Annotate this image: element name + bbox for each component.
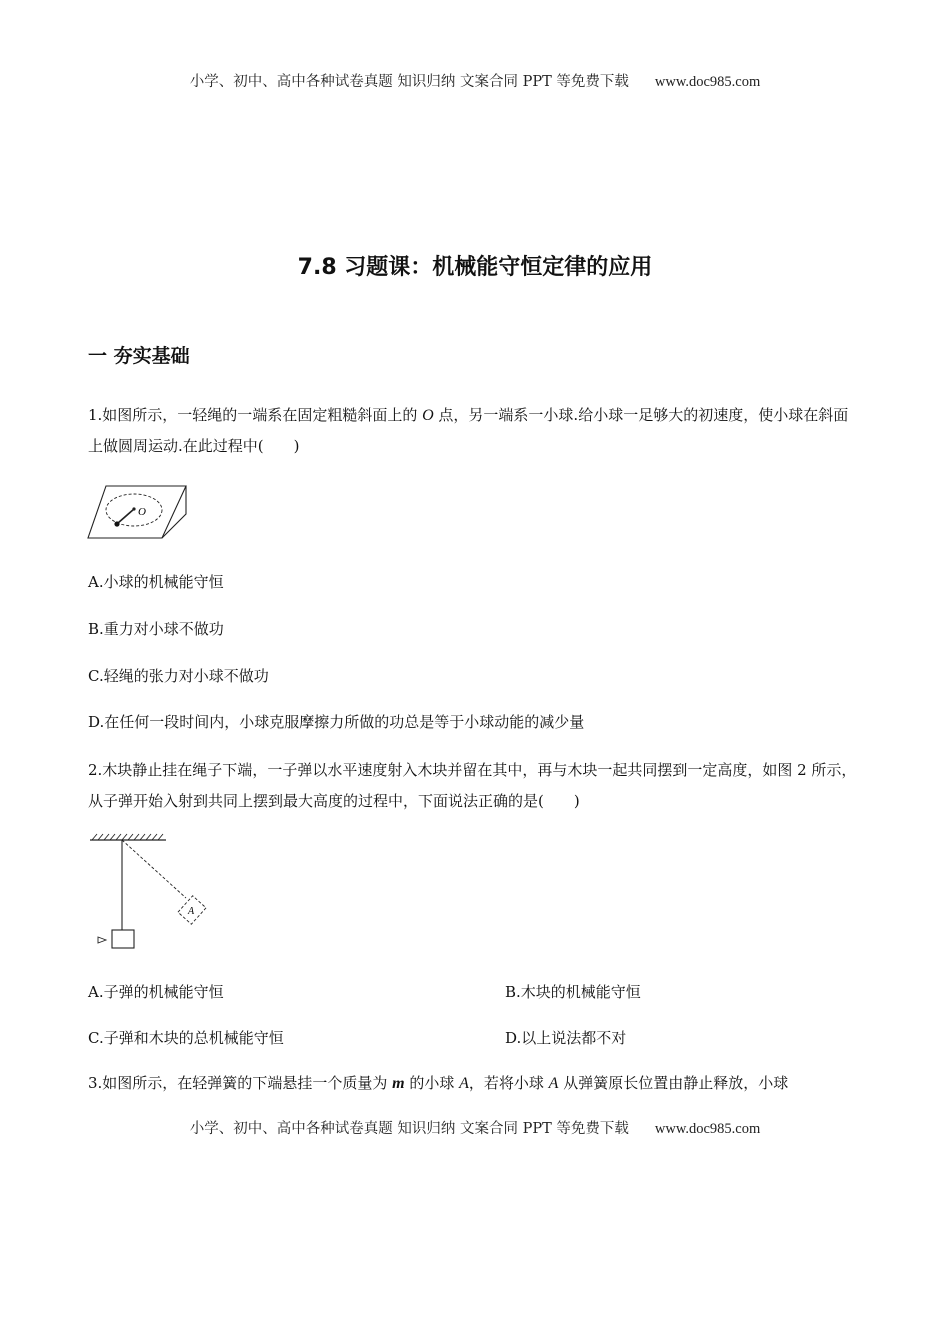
ball <box>114 521 119 526</box>
q1-var-o: O <box>422 407 434 424</box>
q1-option-d: D.在任何一段时间内，小球克服摩擦力所做的功总是等于小球动能的减少量 <box>88 713 585 731</box>
swung-string <box>122 840 186 898</box>
footer-text: 小学、初中、高中各种试卷真题 知识归纳 文案合同 PPT 等免费下载 <box>189 1121 629 1137</box>
q3-text-d: 从弹簧原长位置由静止释放，小球 <box>558 1074 789 1092</box>
incline-circle-figure <box>84 480 194 546</box>
page-footer <box>0 1117 950 1138</box>
q3-text-b: 的小球 <box>404 1074 460 1092</box>
q2-option-c: C.子弹和木块的总机械能守恒 <box>88 1029 284 1047</box>
rope <box>118 509 134 523</box>
ceiling-hatch <box>92 834 163 840</box>
q3-var-a1: A <box>459 1075 469 1092</box>
question-1-text <box>88 400 863 462</box>
q2-option-a: A.子弹的机械能守恒 <box>88 983 224 1001</box>
q1-option-c: C.轻绳的张力对小球不做功 <box>88 667 269 685</box>
header-site-link[interactable]: www.doc985.com <box>654 74 761 90</box>
q3-var-a2: A <box>548 1075 559 1092</box>
incline-face <box>88 486 186 538</box>
page-title: 7.8 习题课：机械能守恒定律的应用 <box>297 255 653 280</box>
q1-text-a: 1.如图所示，一轻绳的一端系在固定粗糙斜面上的 <box>88 406 423 424</box>
q1-text-b: 点，另一端系一小球.给小球一足够大的初速度，使小球在斜面上做圆周运动.在此过程中( ) <box>88 406 849 455</box>
q3-text-c: ，若将小球 <box>468 1074 549 1092</box>
point-o-label: O <box>138 506 146 518</box>
q3-text-a: 3.如图所示，在轻弹簧的下端悬挂一个质量为 <box>88 1074 393 1092</box>
q2-option-d: D.以上说法都不对 <box>505 1029 627 1047</box>
q1-option-a: A.小球的机械能守恒 <box>88 573 224 591</box>
footer-site-link[interactable]: www.doc985.com <box>654 1121 761 1137</box>
bullet <box>98 937 106 943</box>
section-heading: 一 夯实基础 <box>88 345 190 367</box>
block-a-label: A <box>188 906 195 917</box>
pendulum-block-figure <box>88 832 218 954</box>
header-text: 小学、初中、高中各种试卷真题 知识归纳 文案合同 PPT 等免费下载 <box>189 74 629 90</box>
question-3-text <box>88 1068 863 1099</box>
pivot-point <box>132 507 135 510</box>
wood-block <box>112 930 134 948</box>
q3-var-m: m <box>392 1075 405 1092</box>
question-2-text: 2.木块静止挂在绳子下端，一子弹以水平速度射入木块并留在其中，再与木块一起共同摆到一定高度，如图 2 所示，从子弹开始入射到共同上摆到最大高度的过程中，下面说法正确的是( ) <box>88 761 857 810</box>
page-header <box>0 70 950 91</box>
q2-option-b: B.木块的机械能守恒 <box>505 983 641 1001</box>
q1-option-b: B.重力对小球不做功 <box>88 620 224 638</box>
